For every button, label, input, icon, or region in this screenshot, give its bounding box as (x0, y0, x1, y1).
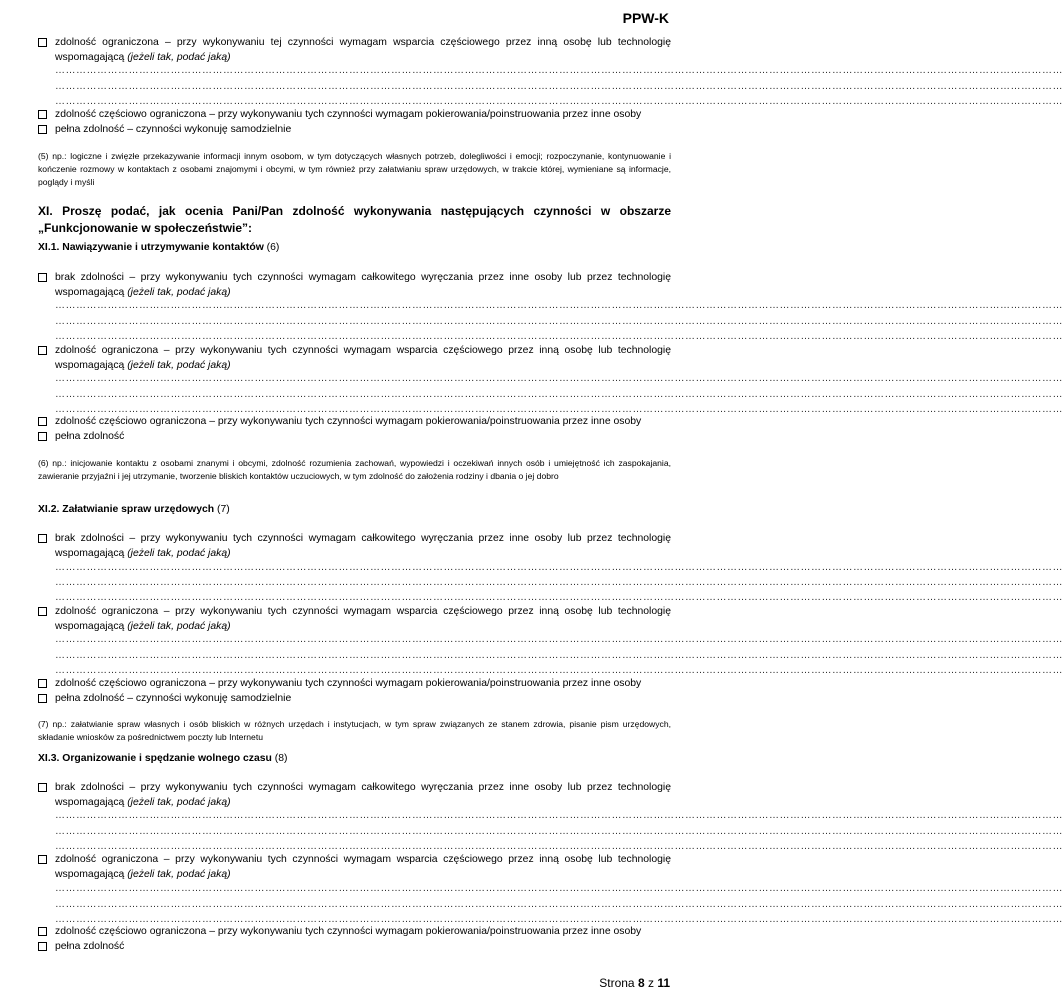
option-label: zdolność ograniczona – przy wykonywaniu tych czynności wymagam wsparcia częściowego przez inną osobę lub technologię wspomagającą (55, 345, 671, 371)
checkbox[interactable] (38, 125, 47, 134)
answer-line[interactable]: ……………………………………………………………………………………………………………………………………………………………………………………………………………………………………………………………… (55, 65, 1063, 76)
answer-line[interactable]: ……………………………………………………………………………………………………………………………………………………………………………………………………………………………………………………………… (55, 883, 1063, 894)
answer-line[interactable]: ……………………………………………………………………………………………………………………………………………………………………………………………………………………………………………………………… (55, 810, 1063, 821)
answer-line[interactable]: ……………………………………………………………………………………………………………………………………………………………………………………………………………………………………………………………… (55, 562, 1063, 573)
page-number: Strona 8 z 11 (599, 976, 670, 990)
footnote-6: (6) np.: inicjowanie kontaktu z osobami znanymi i obcymi, zdolność rozumienia zachowań, wypowiedzi i oczekiwań innych osób i umiejętność ich zaspokajania, zawieranie przyjaźni i jej utrzymanie, tworzenie bliskich kontaktów uczuciowych, w tym zdolność do założenia rodziny i dbania o jej dobro (38, 458, 671, 481)
checkbox[interactable] (38, 346, 47, 355)
option-hint: (jeżeli tak, podać jaką) (127, 287, 231, 298)
checkbox[interactable] (38, 273, 47, 282)
option-label: zdolność ograniczona – przy wykonywaniu tej czynności wymagam wsparcia częściowego przez inną osobę lub technologię wspomagającą (55, 37, 671, 63)
answer-line[interactable]: ……………………………………………………………………………………………………………………………………………………………………………………………………………………………………………………………… (55, 914, 1063, 925)
option-hint: (jeżeli tak, podać jaką) (127, 548, 231, 559)
answer-line[interactable]: ……………………………………………………………………………………………………………………………………………………………………………………………………………………………………………………………… (55, 331, 1063, 342)
checkbox[interactable] (38, 855, 47, 864)
answer-line[interactable]: ……………………………………………………………………………………………………………………………………………………………………………………………………………………………………………………………… (55, 577, 1063, 588)
checkbox[interactable] (38, 927, 47, 936)
footnote-7: (7) np.: załatwianie spraw własnych i osób bliskich w różnych urzędach i instytucjach, w tym spraw związanych ze stanem zdrowia, pisanie pism urzędowych, składanie wniosków za pośrednictwem poczty lub Internetu (38, 719, 671, 742)
option-label: pełna zdolność (55, 431, 125, 442)
checkbox[interactable] (38, 432, 47, 441)
answer-line[interactable]: ……………………………………………………………………………………………………………………………………………………………………………………………………………………………………………………………… (55, 899, 1063, 910)
subsection-title: XI.1. Nawiązywanie i utrzymywanie kontaktów (6) (38, 242, 280, 253)
answer-line[interactable]: ……………………………………………………………………………………………………………………………………………………………………………………………………………………………………………………………… (55, 634, 1063, 645)
option-hint: (jeżeli tak, podać jaką) (127, 360, 231, 371)
option-hint: (jeżeli tak, podać jaką) (127, 797, 231, 808)
answer-line[interactable]: ……………………………………………………………………………………………………………………………………………………………………………………………………………………………………………………………… (55, 300, 1063, 311)
answer-line[interactable]: ……………………………………………………………………………………………………………………………………………………………………………………………………………………………………………………………… (55, 592, 1063, 603)
answer-line[interactable]: ……………………………………………………………………………………………………………………………………………………………………………………………………………………………………………………………… (55, 96, 1063, 107)
option-label: zdolność częściowo ograniczona – przy wykonywaniu tych czynności wymagam pokierowania/poinstruowania przez inne osoby (55, 109, 642, 120)
option-label: zdolność ograniczona – przy wykonywaniu tych czynności wymagam wsparcia częściowego przez inną osobę lub technologię wspomagającą (55, 854, 671, 880)
option-label: brak zdolności – przy wykonywaniu tych czynności wymagam całkowitego wyręczania przez inne osoby lub przez technologię wspomagającą (55, 272, 671, 298)
answer-line[interactable]: ……………………………………………………………………………………………………………………………………………………………………………………………………………………………………………………………… (55, 665, 1063, 676)
option-label: pełna zdolność – czynności wykonuję samodzielnie (55, 124, 292, 135)
subsection-title: XI.3. Organizowanie i spędzanie wolnego czasu (8) (38, 753, 288, 764)
answer-line[interactable]: ……………………………………………………………………………………………………………………………………………………………………………………………………………………………………………………………… (55, 81, 1063, 92)
option-label: zdolność częściowo ograniczona – przy wykonywaniu tych czynności wymagam pokierowania/poinstruowania przez inne osoby (55, 416, 642, 427)
option-hint: (jeżeli tak, podać jaką) (127, 621, 231, 632)
checkbox[interactable] (38, 694, 47, 703)
subsection-title: XI.2. Załatwianie spraw urzędowych (7) (38, 504, 230, 515)
checkbox[interactable] (38, 110, 47, 119)
checkbox[interactable] (38, 607, 47, 616)
option-label: zdolność częściowo ograniczona – przy wykonywaniu tych czynności wymagam pokierowania/poinstruowania przez inne osoby (55, 926, 642, 937)
form-code: PPW-K (622, 10, 669, 26)
answer-line[interactable]: ……………………………………………………………………………………………………………………………………………………………………………………………………………………………………………………………… (55, 389, 1063, 400)
section-title: XI. Proszę podać, jak ocenia Pani/Pan zdolność wykonywania następujących czynności w obszarze „Funkcjonowanie w społeczeństwie”: (38, 204, 671, 235)
answer-line[interactable]: ……………………………………………………………………………………………………………………………………………………………………………………………………………………………………………………………… (55, 316, 1063, 327)
option-hint: (jeżeli tak, podać jaką) (127, 869, 231, 880)
checkbox[interactable] (38, 942, 47, 951)
answer-line[interactable]: ……………………………………………………………………………………………………………………………………………………………………………………………………………………………………………………………… (55, 373, 1063, 384)
option-label: brak zdolności – przy wykonywaniu tych czynności wymagam całkowitego wyręczania przez inne osoby lub przez technologię wspomagającą (55, 533, 671, 559)
footnote-5: (5) np.: logiczne i zwięzłe przekazywanie informacji innym osobom, w tym dotyczących własnych potrzeb, dolegliwości i emocji; rozpoczynanie, kontynuowanie i kończenie rozmowy w kontaktach z osobami znajomymi i obcymi, w tym również przy załatwianiu spraw urzędowych, w trakcie której, wymieniane są informacje, poglądy i myśli (38, 151, 671, 187)
option-label: zdolność częściowo ograniczona – przy wykonywaniu tych czynności wymagam pokierowania/poinstruowania przez inne osoby (55, 678, 642, 689)
checkbox[interactable] (38, 783, 47, 792)
option-label: zdolność ograniczona – przy wykonywaniu tych czynności wymagam wsparcia częściowego przez inną osobę lub technologię wspomagającą (55, 606, 671, 632)
option-hint: (jeżeli tak, podać jaką) (127, 52, 231, 63)
answer-line[interactable]: ……………………………………………………………………………………………………………………………………………………………………………………………………………………………………………………………… (55, 841, 1063, 852)
option-label: pełna zdolność – czynności wykonuję samodzielnie (55, 693, 292, 704)
checkbox[interactable] (38, 679, 47, 688)
checkbox[interactable] (38, 38, 47, 47)
answer-line[interactable]: ……………………………………………………………………………………………………………………………………………………………………………………………………………………………………………………………… (55, 650, 1063, 661)
answer-line[interactable]: ……………………………………………………………………………………………………………………………………………………………………………………………………………………………………………………………… (55, 404, 1063, 415)
option-label: pełna zdolność (55, 941, 125, 952)
option-label: brak zdolności – przy wykonywaniu tych czynności wymagam całkowitego wyręczania przez inne osoby lub przez technologię wspomagającą (55, 782, 671, 808)
checkbox[interactable] (38, 534, 47, 543)
answer-line[interactable]: ……………………………………………………………………………………………………………………………………………………………………………………………………………………………………………………………… (55, 826, 1063, 837)
checkbox[interactable] (38, 417, 47, 426)
